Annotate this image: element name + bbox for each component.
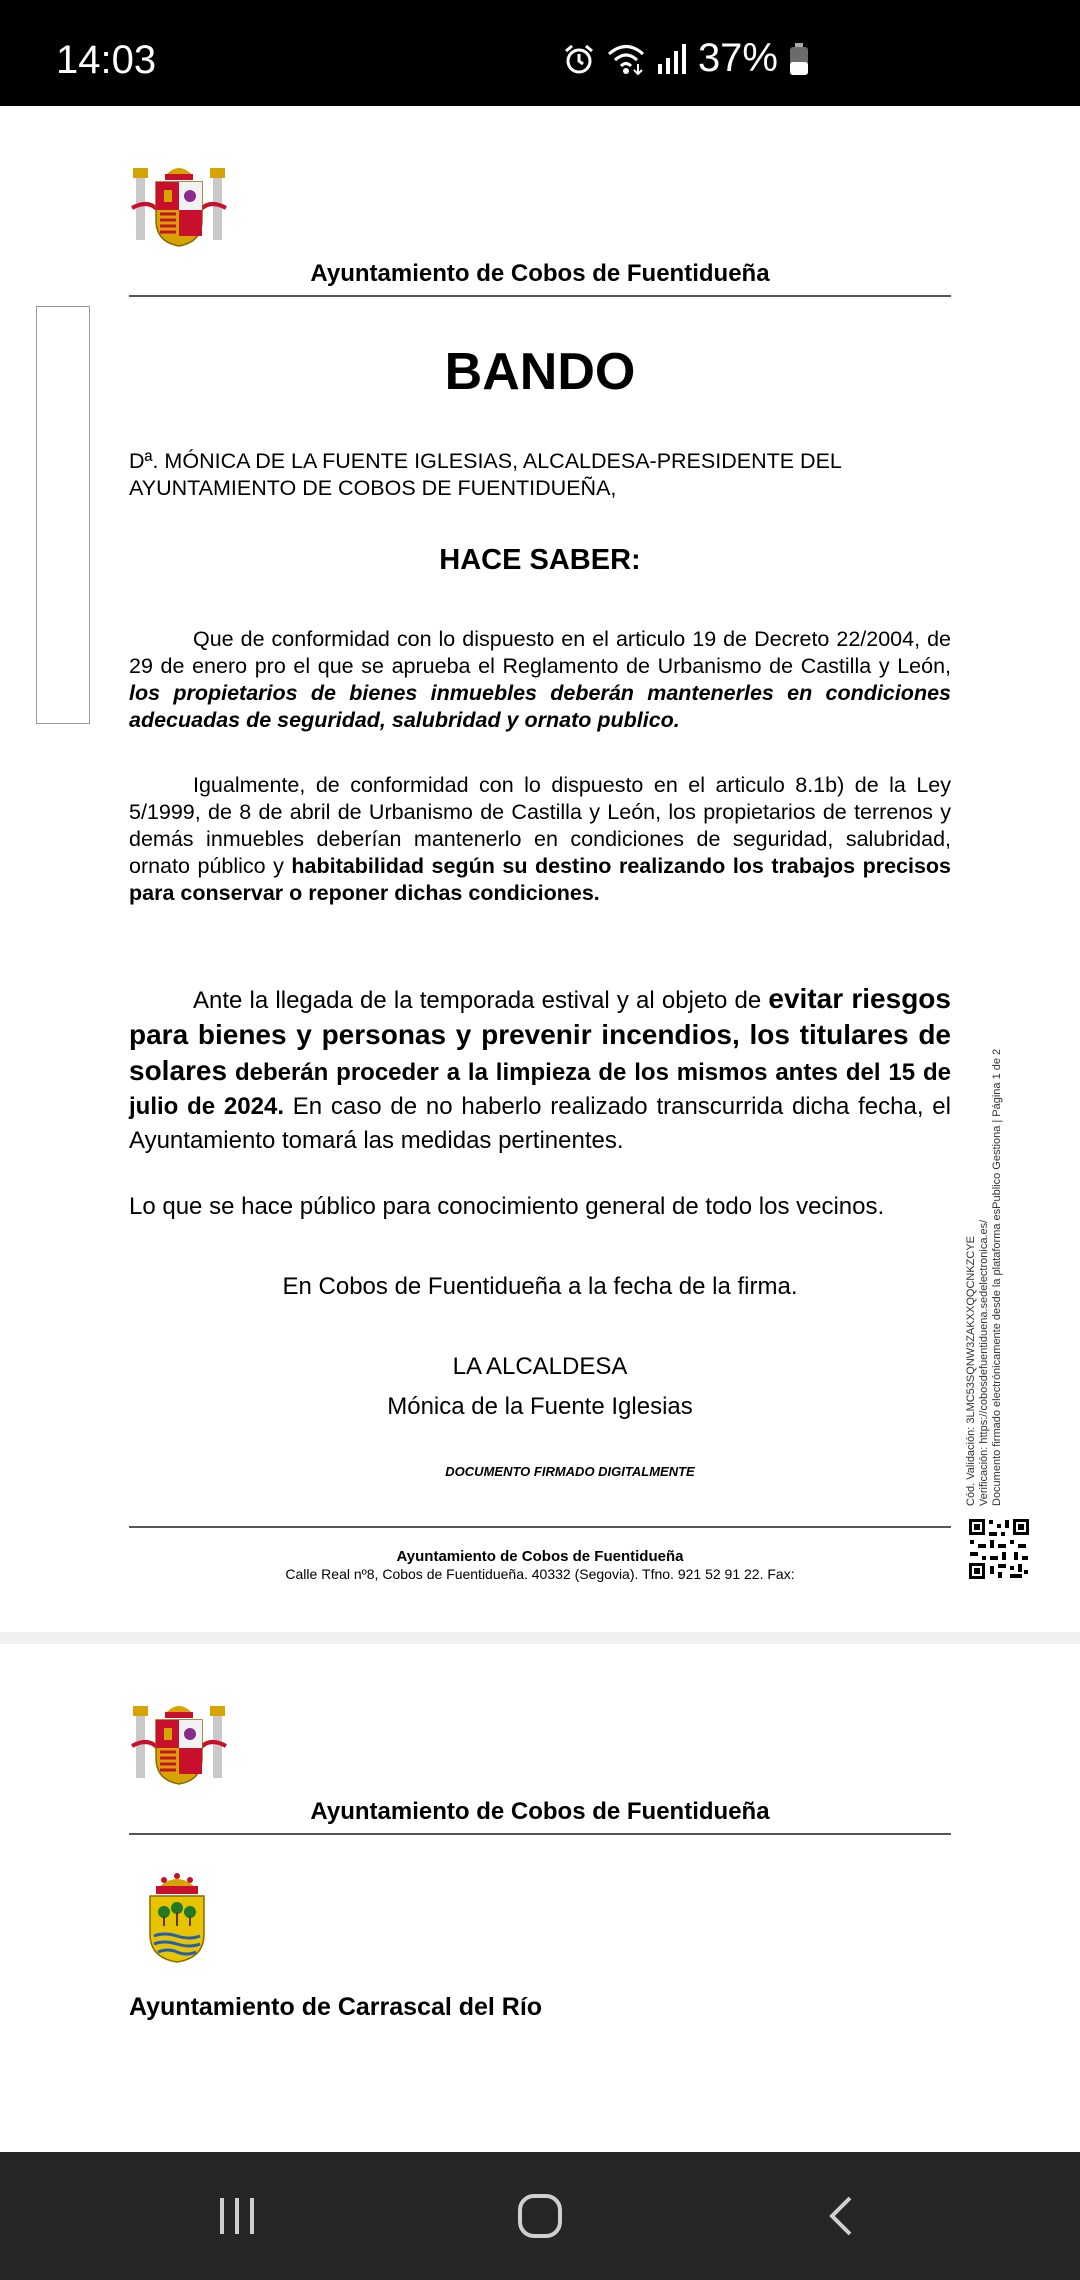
carrascal-coat-of-arms-icon bbox=[146, 1870, 208, 1964]
status-icons bbox=[562, 36, 810, 81]
mayor-intro: Dª. MÓNICA DE LA FUENTE IGLESIAS, ALCALDESA-PRESIDENTE DEL AYUNTAMIENTO DE COBOS DE FUENTIDUEÑA, bbox=[129, 449, 842, 500]
battery-icon bbox=[788, 42, 810, 76]
footer-address: Calle Real nº8, Cobos de Fuentidueña. 40332 (Segovia). Tfno. 921 52 91 22. Fax: bbox=[285, 1566, 795, 1582]
document-page-1 bbox=[0, 106, 1080, 1632]
paragraph-date: En Cobos de Fuentidueña a la fecha de la firma. bbox=[282, 1273, 798, 1300]
signal-icon bbox=[656, 42, 688, 76]
verification-url: Verificación: https://cobosdefuentiduena.sedelectronica.es/ bbox=[978, 1219, 990, 1506]
signature-role: LA ALCALDESA bbox=[452, 1353, 628, 1380]
digital-signature-note: DOCUMENTO FIRMADO DIGITALMENTE bbox=[445, 1464, 695, 1479]
navigation-bar bbox=[0, 2152, 1080, 2280]
qr-code-icon bbox=[968, 1518, 1030, 1580]
header-rule-page-2 bbox=[129, 1833, 951, 1835]
paragraph-4: Lo que se hace público para conocimiento general de todo los vecinos. bbox=[129, 1193, 885, 1220]
document-page-2 bbox=[0, 1644, 1080, 2152]
p3-text-c: deberán proceder a la limpieza de los mismos antes del 15 de julio de 2024. bbox=[129, 1059, 951, 1120]
p3-text-a: Ante la llegada de la temporada estival y al objeto de bbox=[193, 987, 769, 1014]
council-header: Ayuntamiento de Cobos de Fuentidueña bbox=[310, 260, 770, 287]
status-time: 14:03 bbox=[56, 38, 157, 82]
spain-coat-of-arms-icon bbox=[130, 158, 228, 252]
paragraph-1 bbox=[129, 626, 951, 734]
p1-text: Que de conformidad con lo dispuesto en el articulo 19 de Decreto 22/2004, de 29 de enero pro el que se aprueba el Reglamento de Urbanismo de Castilla y León, bbox=[129, 627, 951, 678]
recent-apps-icon[interactable] bbox=[216, 2194, 260, 2238]
p2-bold: habitabilidad según su destino realizando los trabajos precisos para conservar o reponer dichas condiciones. bbox=[129, 854, 951, 905]
signature-platform-note: Documento firmado electrónicamente desde la plataforma esPublico Gestiona | Página 1 de 2 bbox=[991, 1048, 1003, 1506]
spain-coat-of-arms-icon bbox=[130, 1696, 228, 1790]
council-header-page-2: Ayuntamiento de Cobos de Fuentidueña bbox=[310, 1798, 770, 1825]
p2-text: Igualmente, de conformidad con lo dispuesto en el articulo 8.1b) de la Ley 5/1999, de 8 de abril de Urbanismo de Castilla y León, los propietarios de terrenos y demás inmuebles deberían mantenerlo en condiciones de seguridad, salubridad, ornato público y bbox=[129, 773, 951, 878]
home-icon[interactable] bbox=[516, 2192, 564, 2240]
carrascal-council-name: Ayuntamiento de Carrascal del Río bbox=[129, 1993, 543, 2021]
battery-percent: 37% bbox=[697, 36, 778, 80]
footer-rule bbox=[129, 1526, 951, 1528]
validation-side-text bbox=[965, 1049, 1004, 1506]
back-icon[interactable] bbox=[822, 2194, 862, 2238]
hace-saber-heading: HACE SABER: bbox=[439, 544, 641, 576]
p1-emphasis: los propietarios de bienes inmuebles deberán mantenerles en condiciones adecuadas de seguridad, salubridad y ornato publico. bbox=[129, 681, 951, 732]
signature-name: Mónica de la Fuente Iglesias bbox=[387, 1393, 693, 1420]
paragraph-3 bbox=[129, 982, 951, 1158]
document-title: BANDO bbox=[444, 343, 636, 401]
paragraph-2 bbox=[129, 772, 951, 907]
validation-code: Cód. Validación: 3LMC53SQNW3ZAKXXQQCNKZCYE bbox=[965, 1236, 977, 1506]
alarm-icon bbox=[562, 42, 596, 76]
p3-text-b: evitar riesgos para bienes y personas y prevenir incendios, los titulares de solares bbox=[129, 983, 951, 1086]
margin-box bbox=[36, 306, 90, 724]
status-bar bbox=[0, 0, 1080, 106]
header-rule bbox=[129, 295, 951, 297]
footer-council-name: Ayuntamiento de Cobos de Fuentidueña bbox=[396, 1548, 684, 1565]
wifi-icon bbox=[606, 42, 646, 76]
p3-text-d: En caso de no haberlo realizado transcurrida dicha fecha, el Ayuntamiento tomará las medidas pertinentes. bbox=[129, 1093, 951, 1154]
document-viewer[interactable] bbox=[0, 106, 1080, 2152]
